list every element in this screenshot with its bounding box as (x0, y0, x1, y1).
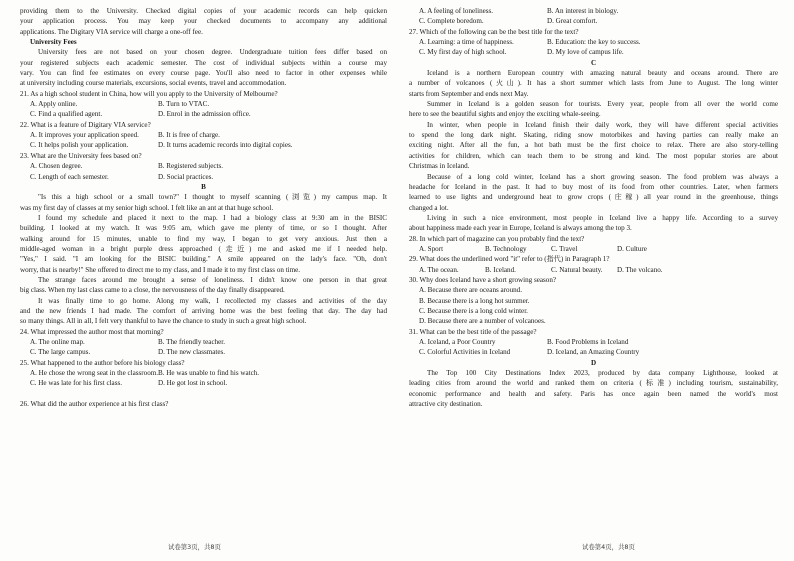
option[interactable]: A. Sport (419, 244, 444, 253)
intro-line: your application process. You may keep your checked documents to accompany any additional (20, 17, 387, 26)
options (409, 347, 778, 357)
question-21: 21. As a high school student in China, how will you apply to the University of Melbourne? (20, 89, 278, 98)
intro-line: providing them to the University. Checked digital copies of your academic records can help quicken (20, 7, 387, 15)
passage-line: worry, that is nearby!" She offered to direct me to my class, and I made it to my first class on time. (20, 265, 301, 274)
question-22: 22. What is a feature of Digitary VIA service? (20, 120, 151, 129)
options (20, 378, 387, 388)
option[interactable]: B. Turn to VTAC. (158, 100, 210, 109)
passage-line: In winter, when people in Iceland finish their daily work, they will have different special activities (427, 120, 778, 129)
section-c-heading: C (590, 58, 597, 67)
option[interactable]: D. Iceland, an Amazing Country (547, 348, 640, 357)
passage-line: changed a lot. (409, 203, 449, 212)
passage-line: The strange faces around me brought a sense of loneliness. I didn't know one person in that great (38, 275, 387, 284)
options (409, 265, 778, 275)
option[interactable]: D. Social practices. (158, 172, 214, 181)
options (409, 47, 778, 57)
options (20, 140, 387, 150)
question-30: 30. Why does Iceland have a short growing season? (409, 275, 557, 284)
option[interactable]: B. Registered subjects. (158, 162, 224, 171)
option[interactable]: B. The friendly teacher. (158, 338, 226, 346)
question-27: 27. Which of the following can be the best title for the text? (409, 27, 579, 36)
option[interactable]: A. Iceland, a Poor Country (419, 338, 496, 346)
passage-line: about happiness made each year in Europe, Iceland is always among the top 3. (409, 224, 632, 233)
fees-line: at university including course materials, excursions, social events, travel and accommodation. (20, 79, 287, 88)
passage-line: "Yes," I said. "I am looking for the BISIC building." A smile appeared on the lady's face. "Oh, don't (20, 255, 387, 264)
options (409, 16, 778, 26)
option[interactable]: A. He chose the wrong seat in the classroom. (30, 369, 159, 378)
option[interactable]: C. He was late for his first class. (30, 379, 123, 388)
option[interactable]: C. Natural beauty. (551, 265, 603, 274)
options (20, 337, 387, 347)
options (20, 130, 387, 140)
passage-line: Summer in Iceland is a golden season for tourists. Every year, people from all over the world come (427, 100, 778, 109)
passage-line: a number of volcanoes (火山). It has a short summer which lasts from June to August. The long winter (409, 79, 778, 88)
passage-line: attractive city destination. (409, 400, 483, 409)
option[interactable]: C. My first day of high school. (419, 48, 507, 57)
section-heading: University Fees (30, 38, 77, 47)
option[interactable]: D. The new classmates. (158, 348, 226, 357)
options (20, 99, 387, 109)
option[interactable]: B. Technology (485, 244, 527, 253)
question-23: 23. What are the University fees based on? (20, 151, 142, 160)
option[interactable]: C. The large campus. (30, 348, 91, 357)
option[interactable]: A. Apply online. (30, 100, 78, 109)
option[interactable]: A. The ocean. (419, 265, 459, 274)
option[interactable]: D. Culture (617, 244, 647, 253)
passage-line: Christmas in Iceland. (409, 162, 470, 171)
intro-line: applications. The Digitary VIA service will charge a one-off fee. (20, 27, 203, 36)
options (20, 347, 387, 357)
option[interactable]: C. Length of each semester. (30, 172, 109, 181)
option[interactable]: D. Enrol in the admission office. (158, 110, 251, 119)
passage-line: to spend the long dark night. Skating, riding snow motorbikes and having parties can really make an (409, 131, 778, 140)
page-3 (0, 0, 397, 409)
passage-line: here to see the beautiful sights and enjoy the exciting whale-seeing. (409, 110, 601, 119)
option[interactable]: C. Colorful Activities in Iceland (419, 348, 511, 357)
passage-line: headache for Iceland in the past. It had to buy most of its food from other countries. Later, when farmers (409, 182, 778, 191)
passage-line: learned to use lights and underground heat to grow crops (庄稼) all year round in the greenhouse, things (409, 193, 778, 202)
option[interactable]: A. It improves your application speed. (30, 131, 139, 140)
passage-line: "Is this a high school or a small town?" I thought to myself scanning (浏览) my campus map. It (38, 193, 387, 202)
passage-line: activities for children, which can teach them to be strong and kind. The most popular stories are about (409, 151, 778, 160)
fees-line: your registered subjects each academic semester. The cost of individual subjects within a course may (20, 58, 387, 67)
options (409, 37, 778, 47)
option[interactable]: B. He was unable to find his watch. (158, 369, 260, 378)
option[interactable]: B. Iceland. (485, 265, 516, 274)
option[interactable]: C. Because there is a long cold winter. (419, 306, 528, 315)
fees-line: vary. You can find fee estimates on every course page. You'll also need to factor in other expenses while (20, 69, 387, 78)
options (20, 109, 387, 119)
options (409, 244, 778, 254)
question-24: 24. What impressed the author most that morning? (20, 327, 164, 336)
passage-line: starts from September and ends next May. (409, 89, 529, 98)
option[interactable]: D. Because there are a number of volcanoes. (419, 317, 546, 326)
option[interactable]: A. Because there are oceans around. (419, 286, 523, 295)
passage-line: was my first day of classes at my senior high school. I felt like an ant at that huge school. (20, 203, 274, 212)
passage-line: so many things. All in all, I felt very thankful to have the chance to study in such a great high school. (20, 317, 307, 326)
passage-line: leading cities from around the world and ranked them on criteria (标准) including tourism, sustainability, (409, 379, 778, 388)
page-4 (397, 0, 794, 409)
page-footer: 试卷第4页，共8页 (582, 543, 635, 551)
option[interactable]: B. Because there is a long hot summer. (419, 296, 530, 305)
section-d-heading: D (590, 358, 597, 367)
question-26: 26. What did the author experience at his first class? (20, 399, 169, 408)
option[interactable]: D. It turns academic records into digital copies. (158, 141, 293, 150)
page-footer: 试卷第3页，共8页 (168, 543, 221, 551)
question-25: 25. What happened to the author before his biology class? (20, 358, 185, 367)
section-b-heading: B (201, 182, 206, 191)
option[interactable]: D. The volcano. (617, 265, 663, 274)
passage-line: walking around for 15 minutes, unable to find my way, I began to get very anxious. Just then a (20, 234, 387, 243)
option[interactable]: A. Learning: a time of happiness. (419, 38, 514, 47)
option[interactable]: C. Travel (551, 244, 578, 253)
fees-line: University fees are not based on your chosen degree. Undergraduate tuition fees differ based on (38, 48, 387, 57)
options (409, 6, 778, 16)
passage-line: exciting night. After all the fun, a hot bath must be the first choice to relax. There are also story-telling (409, 141, 778, 150)
passage-line: middle-aged woman in a bright purple dress approached (走近) me and asked me if I needed help. (20, 244, 387, 253)
options (20, 172, 387, 182)
option[interactable]: C. It helps polish your application. (30, 141, 129, 150)
option[interactable]: D. He got lost in school. (158, 379, 228, 388)
option[interactable]: A. A feeling of loneliness. (419, 7, 494, 15)
question-29: 29. What does the underlined word "it" refer to (指代) in Paragraph 1? (409, 255, 610, 264)
option[interactable]: D. Great comfort. (547, 17, 598, 26)
option[interactable]: B. An interest in biology. (547, 7, 619, 15)
passage-line: and the new friends I had made. The comfort of arriving home was the best feeling that day. The day had (20, 306, 387, 315)
passage-line: economic performance and health and safety. Paris has once again been named the world's most (409, 389, 778, 398)
options (20, 368, 387, 378)
passage-line: big class. When my last class came to a close, the nervousness of the day finally disappeared. (20, 286, 285, 295)
passage-line: Iceland is a northern European country with amazing natural beauty and oceans around. There are (427, 69, 778, 78)
option[interactable]: A. Chosen degree. (30, 162, 83, 171)
option[interactable]: B. It is free of charge. (158, 131, 220, 140)
passage-line: building. I looked at my watch. It was 9:05 am, which gave me plenty of time, or so I thought. After (20, 224, 387, 233)
passage-line: The Top 100 City Destinations Index 2023, produced by data company Lighthouse, looked at (427, 369, 778, 378)
passage-line: I found my schedule and placed it next to the map. I had a biology class at 9:30 am in the BISIC (38, 213, 387, 222)
options (20, 161, 387, 171)
question-31: 31. What can be the best title of the passage? (409, 327, 537, 336)
option[interactable]: A. The online map. (30, 338, 85, 346)
option[interactable]: B. Education: the key to success. (547, 38, 641, 47)
passage-line: Living in such a nice environment, most people in Iceland live a happy life. According to a survey (427, 213, 778, 222)
option[interactable]: C. Find a qualified agent. (30, 110, 103, 119)
passage-line: It was finally time to go home. Along my walk, I recollected my classes and activities of the day (38, 296, 387, 305)
option[interactable]: B. Food Problems in Iceland (547, 338, 629, 346)
passage-line: Because of a long cold winter, Iceland has a short growing season. The food problem was always a (427, 172, 778, 181)
option[interactable]: C. Complete boredom. (419, 17, 484, 26)
options (409, 337, 778, 347)
question-28: 28. In which part of magazine can you probably find the text? (409, 234, 585, 243)
option[interactable]: D. My love of campus life. (547, 48, 624, 57)
